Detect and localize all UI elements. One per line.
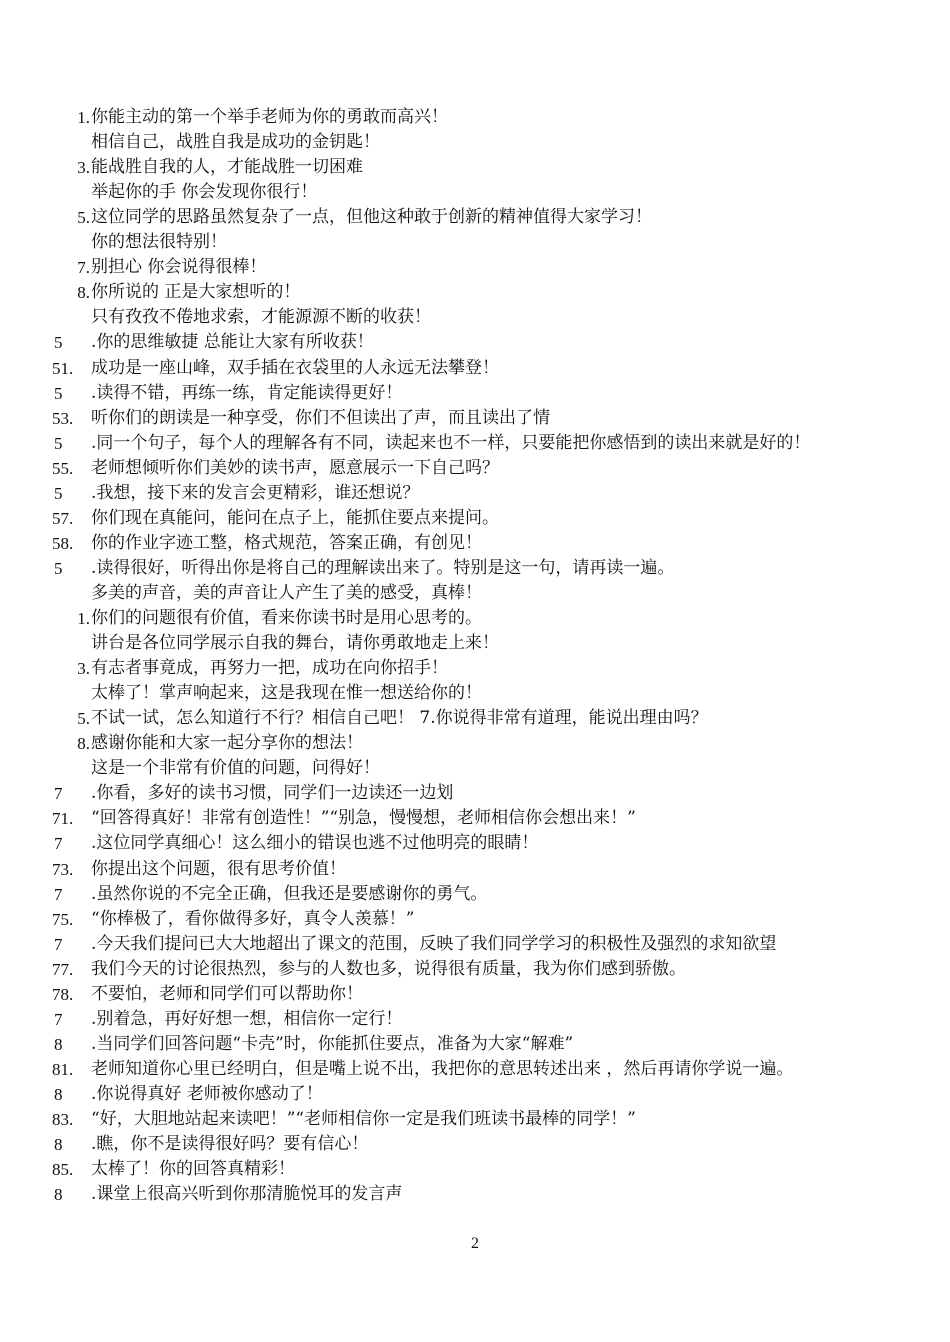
line-text: 太棒了！你的回答真精彩！	[91, 1159, 295, 1180]
line-text: .今天我们提问已大大地超出了课文的范围，反映了我们同学学习的积极性及强烈的求知欲望	[91, 933, 777, 954]
line-text: 感谢你能和大家一起分享你的想法！	[91, 733, 363, 754]
statement-line	[0, 180, 950, 205]
line-text: .我想，接下来的发言会更精彩，谁还想说？	[91, 482, 420, 503]
statement-line	[0, 531, 950, 556]
line-text: .同一个句子，每个人的理解各有不同，读起来也不一样，只要能把你感悟到的读出来就是好的！	[91, 432, 811, 453]
line-number: 8	[54, 1034, 63, 1054]
statement-line	[0, 731, 950, 756]
line-text: .读得不错，再练一练，肯定能读得更好！	[91, 382, 403, 403]
line-text: 只有孜孜不倦地求索，才能源源不断的收获！	[91, 307, 431, 328]
line-text: 老师想倾听你们美妙的读书声，愿意展示一下自己吗？	[91, 457, 499, 478]
line-text: 听你们的朗读是一种享受，你们不但读出了声，而且读出了情	[91, 407, 550, 428]
statement-line	[0, 831, 950, 856]
line-number: 7	[54, 1009, 63, 1029]
line-number: 5.	[77, 208, 90, 228]
line-text: 你能主动的第一个举手老师为你的勇敢而高兴！	[91, 107, 448, 127]
statement-line	[0, 1157, 950, 1182]
statement-line	[0, 656, 950, 681]
statement-line	[0, 756, 950, 781]
line-number: 58.	[52, 533, 74, 553]
statement-line	[0, 255, 950, 280]
line-text: 太棒了！掌声响起来，这是我现在惟一想送给你的！	[91, 683, 482, 704]
statement-line	[0, 556, 950, 581]
line-text: 你所说的 正是大家想听的！	[91, 282, 301, 303]
line-text: .课堂上很高兴听到你那清脆悦耳的发言声	[91, 1184, 403, 1205]
line-text: 别担心 你会说得很棒！	[91, 257, 267, 278]
line-text: 你们现在真能问，能问在点子上，能抓住要点来提问。	[91, 507, 499, 528]
line-number: 53.	[52, 408, 74, 428]
statement-line	[0, 481, 950, 506]
line-number: 5	[54, 433, 63, 453]
line-number: 75.	[52, 909, 74, 929]
line-text: .你的思维敏捷 总能让大家有所收获！	[91, 332, 374, 353]
line-text: “回答得真好！非常有创造性！”“别急，慢慢想，老师相信你会想出来！”	[91, 808, 636, 829]
line-number: 5	[54, 558, 63, 578]
line-text: 不试一试，怎么知道行不行？相信自己吧！ 7.你说得非常有道理，能说出理由吗？	[91, 708, 708, 729]
statement-line	[0, 932, 950, 957]
line-number: 73.	[52, 859, 74, 879]
statement-line	[0, 882, 950, 907]
line-number: 5	[54, 483, 63, 503]
line-number: 5	[54, 333, 63, 353]
line-text: 你们的问题很有价值，看来你读书时是用心思考的。	[91, 608, 482, 628]
statement-line	[0, 982, 950, 1007]
line-number: 8.	[77, 283, 90, 303]
line-number: 5	[54, 383, 63, 403]
line-text: 你提出这个问题，很有思考价值！	[91, 858, 346, 879]
line-number: 8	[54, 1084, 63, 1104]
line-number: 78.	[52, 984, 74, 1004]
line-text: 举起你的手 你会发现你很行！	[91, 182, 318, 203]
line-text: 老师知道你心里已经明白，但是嘴上说不出，我把你的意思转述出来 ，然后再请你学说一遍。	[91, 1058, 794, 1079]
line-text: 有志者事竟成，再努力一把，成功在向你招手！	[91, 658, 448, 679]
statement-line	[0, 280, 950, 305]
line-text: 讲台是各位同学展示自我的舞台，请你勇敢地走上来！	[91, 633, 499, 654]
line-number: 81.	[52, 1059, 74, 1079]
line-number: 5.	[77, 709, 90, 729]
line-number: 1.	[77, 108, 90, 127]
statement-line	[0, 155, 950, 180]
statement-line	[0, 907, 950, 932]
line-text: 你的作业字迹工整，格式规范，答案正确，有创见！	[91, 532, 482, 553]
statement-line	[0, 781, 950, 806]
line-text: 这是一个非常有价值的问题，问得好！	[91, 758, 380, 779]
line-text: “好，大胆地站起来读吧！”“老师相信你一定是我们班读书最棒的同学！”	[91, 1109, 636, 1129]
statement-line	[0, 1107, 950, 1132]
line-text: .别着急，再好好想一想，相信你一定行！	[91, 1008, 403, 1029]
statement-line	[0, 305, 950, 330]
line-number: 8.	[77, 734, 90, 754]
statement-line	[0, 1182, 950, 1207]
line-text: .瞧，你不是读得很好吗？要有信心！	[91, 1134, 369, 1155]
statement-line	[0, 806, 950, 831]
page-number: 2	[471, 1235, 479, 1252]
line-text: 成功是一座山峰，双手插在衣袋里的人永远无法攀登！	[91, 357, 499, 378]
statement-line	[0, 581, 950, 606]
line-text: 我们今天的讨论很热烈，参与的人数也多，说得很有质量，我为你们感到骄傲。	[91, 958, 686, 979]
statement-line	[0, 706, 950, 731]
line-text: 多美的声音，美的声音让人产生了美的感受，真棒！	[91, 582, 482, 603]
statement-line	[0, 356, 950, 381]
statement-line	[0, 1057, 950, 1082]
line-number: 3.	[77, 158, 90, 178]
statement-line	[0, 205, 950, 230]
statement-line	[0, 606, 950, 631]
statement-line	[0, 506, 950, 531]
statement-line	[0, 1032, 950, 1057]
line-number: 57.	[52, 508, 74, 528]
line-text: .读得很好，听得出你是将自己的理解读出来了。特别是这一句，请再读一遍。	[91, 557, 675, 578]
statement-line	[0, 456, 950, 481]
line-number: 85.	[52, 1160, 74, 1180]
line-text: .当同学们回答问题“卡壳”时，你能抓住要点，准备为大家“解难”	[91, 1033, 574, 1054]
line-number: 8	[54, 1185, 63, 1205]
statement-line	[0, 330, 950, 355]
line-number: 51.	[52, 358, 74, 378]
line-number: 7	[54, 934, 63, 954]
line-text: .你说得真好 老师被你感动了！	[91, 1083, 323, 1104]
statement-line	[0, 381, 950, 406]
statement-line	[0, 957, 950, 982]
statement-line	[0, 857, 950, 882]
statement-line	[0, 105, 950, 130]
line-number: 55.	[52, 458, 74, 478]
line-number: 7	[54, 784, 63, 804]
line-text: 这位同学的思路虽然复杂了一点，但他这种敢于创新的精神值得大家学习！	[91, 207, 652, 228]
line-number: 8	[54, 1135, 63, 1155]
line-number: 7	[54, 834, 63, 854]
line-number: 7	[54, 884, 63, 904]
line-text: 能战胜自我的人，才能战胜一切困难	[91, 157, 363, 178]
line-number: 3.	[77, 659, 90, 679]
statement-line	[0, 1082, 950, 1107]
line-text: .这位同学真细心！这么细小的错误也逃不过他明亮的眼睛！	[91, 833, 539, 854]
line-text: .你看，多好的读书习惯，同学们一边读还一边划	[91, 783, 454, 804]
statement-line	[0, 406, 950, 431]
line-text: “你棒极了，看你做得多好，真令人羡慕！”	[91, 908, 415, 929]
statement-line	[0, 631, 950, 656]
statement-line	[0, 230, 950, 255]
line-number: 71.	[52, 809, 74, 829]
line-number: 7.	[77, 258, 90, 278]
statement-line	[0, 1007, 950, 1032]
statement-line	[0, 431, 950, 456]
line-text: 不要怕，老师和同学们可以帮助你！	[91, 983, 363, 1004]
line-text: 你的想法很特别！	[91, 232, 227, 253]
line-text: 相信自己，战胜自我是成功的金钥匙！	[91, 132, 380, 153]
line-number: 1.	[77, 609, 90, 628]
line-number: 83.	[52, 1110, 74, 1129]
statement-line	[0, 1132, 950, 1157]
statement-line	[0, 130, 950, 155]
line-number: 77.	[52, 959, 74, 979]
line-text: .虽然你说的不完全正确，但我还是要感谢你的勇气。	[91, 883, 488, 904]
statement-line	[0, 681, 950, 706]
